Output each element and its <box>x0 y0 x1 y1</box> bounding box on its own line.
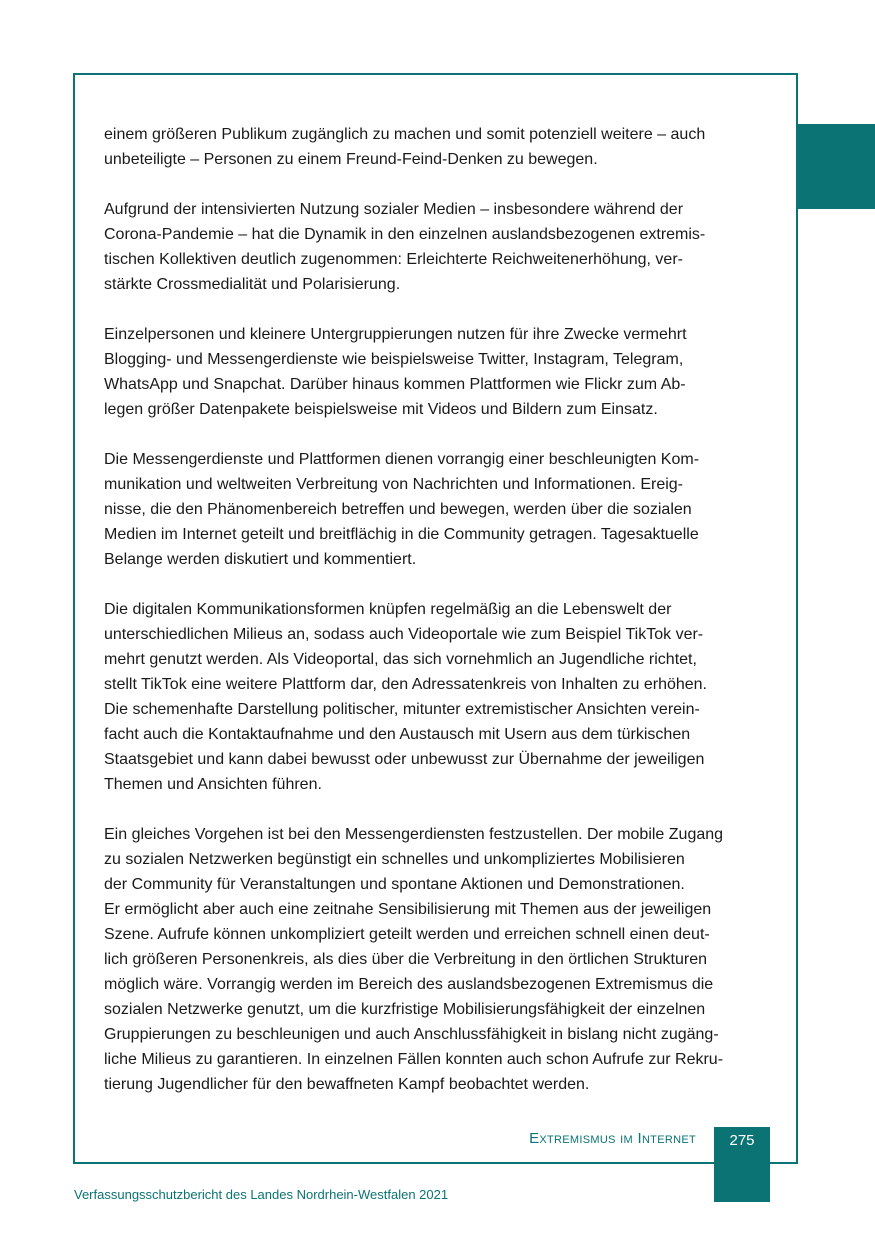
paragraph: Einzelpersonen und kleinere Untergruppierungen nutzen für ihre Zwecke vermehrt Blogging- und Messengerdienste wie beispielsweise Twitter, Instagram, Telegram, WhatsApp und Snapchat. Darüber hinaus kommen Plattformen wie Flickr zum Ab- legen größer Datenpakete beispielsweise mit Videos und Bildern zum Einsatz. <box>104 326 687 418</box>
paragraph: einem größeren Publikum zugänglich zu machen und somit potenziell weitere – auch unbeteiligte – Personen zu einem Freund-Feind-Denken zu bewegen. <box>104 126 706 168</box>
paragraph: Die digitalen Kommunikationsformen knüpfen regelmäßig an die Lebenswelt der unterschiedlichen Milieus an, sodass auch Videoportale wie zum Beispiel TikTok ver- mehrt genutzt werden. Als Videoportal, das sich vornehmlich an Jugendliche richtet, stellt TikTok eine weitere Plattform dar, den Adressatenkreis von Inhalten zu erhöhen. Die schemenhafte Darstellung politischer, mitunter extremistischer Ansichten verein- facht auch die Kontaktaufnahme und den Austausch mit Usern aus dem türkischen Staatsgebiet und kann dabei bewusst oder unbewusst zur Übernahme der jeweiligen Themen und Ansichten führen. <box>104 601 707 793</box>
page-number: 275 <box>714 1127 770 1202</box>
body-text <box>104 122 772 1122</box>
chapter-tab-marker <box>798 124 875 209</box>
paragraph: Die Messengerdienste und Plattformen dienen vorrangig einer beschleunigten Kom- munikation und weltweiten Verbreitung von Nachrichten und Informationen. Ereig- nisse, die den Phänomenbereich betreffen und bewegen, werden über die sozialen Medien im Internet geteilt und breitflächig in die Community getragen. Tagesaktuelle Belange werden diskutiert und kommentiert. <box>104 451 700 568</box>
paragraph: Aufgrund der intensivierten Nutzung sozialer Medien – insbesondere während der Corona-Pandemie – hat die Dynamik in den einzelnen auslandsbezogenen extremis- tischen Kollektiven deutlich zugenommen: Erleichterte Reichweitenerhöhung, ver- stärkte Crossmedialität und Polarisierung. <box>104 201 706 293</box>
paragraph: Ein gleiches Vorgehen ist bei den Messengerdiensten festzustellen. Der mobile Zugang zu sozialen Netzwerken begünstigt ein schnelles und unkompliziertes Mobilisieren der Community für Veranstaltungen und spontane Aktionen und Demonstrationen. Er ermöglicht aber auch eine zeitnahe Sensibilisierung mit Themen aus der jeweiligen Szene. Aufrufe können unkompliziert geteilt werden und erreichen schnell einen deut- lich größeren Personenkreis, als dies über die Verbreitung in den örtlichen Strukturen möglich wäre. Vorrangig werden im Bereich des auslandsbezogenen Extremismus die sozialen Netzwerke genutzt, um die kurzfristige Mobilisierungsfähigkeit der einzelnen Gruppierungen zu beschleunigen und auch Anschlussfähigkeit in bislang nicht zugäng- liche Milieus zu garantieren. In einzelnen Fällen konnten auch schon Aufrufe zur Rekru- tierung Jugendlicher für den bewaffneten Kampf beobachtet werden. <box>104 826 724 1093</box>
section-label: Extremismus im Internet <box>529 1130 696 1147</box>
footer-text: Verfassungsschutzbericht des Landes Nordrhein-Westfalen 2021 <box>74 1187 449 1202</box>
